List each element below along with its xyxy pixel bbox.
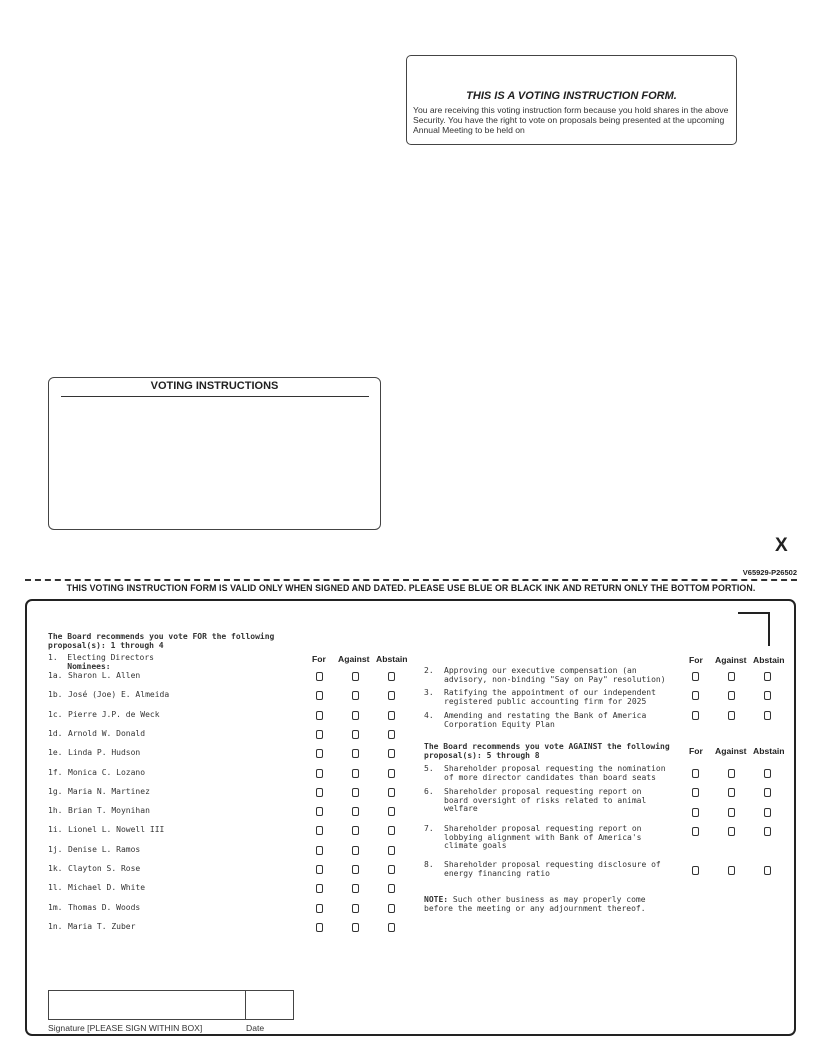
checkbox-against[interactable] [352,807,359,816]
checkbox-for[interactable] [316,807,323,816]
checkbox-against[interactable] [352,846,359,855]
checkbox-abstain[interactable] [388,865,395,874]
checkbox-abstain[interactable] [388,691,395,700]
checkbox-against[interactable] [352,904,359,913]
checkbox-abstain[interactable] [388,923,395,932]
nominee-number: 1e. [48,748,63,757]
checkbox-abstain[interactable] [764,827,771,836]
notice-title: THIS IS A VOTING INSTRUCTION FORM. [466,90,677,102]
checkbox-for[interactable] [692,769,699,778]
checkbox-abstain[interactable] [388,884,395,893]
checkbox-abstain[interactable] [388,904,395,913]
checkbox-abstain[interactable] [764,866,771,875]
proposal-number: 6. [424,787,434,796]
proposal-text: Shareholder proposal requesting report on lobbying alignment with Bank of America's climate goals [444,824,642,850]
nominee-number: 1m. [48,903,63,912]
nominees-label: Nominees: [48,662,111,671]
checkbox-for[interactable] [316,769,323,778]
proposal-text: Shareholder proposal requesting disclosure of energy financing ratio [444,860,661,878]
nominee-name: Lionel L. Nowell III [68,825,165,834]
nominee-number: 1a. [48,671,63,680]
corner-mark [738,612,770,646]
right-col-for-2: For [689,746,703,756]
checkbox-against[interactable] [352,884,359,893]
proposal-text: Amending and restating the Bank of America Corporation Equity Plan [444,711,647,729]
checkbox-abstain[interactable] [388,769,395,778]
nominee-number: 1j. [48,845,63,854]
checkbox-against[interactable] [352,730,359,739]
checkbox-against[interactable] [352,826,359,835]
checkbox-against[interactable] [352,769,359,778]
nominee-name: Michael D. White [68,883,146,892]
checkbox-against[interactable] [728,711,735,720]
tear-line [25,579,797,581]
checkbox-for[interactable] [316,672,323,681]
checkbox-against[interactable] [352,788,359,797]
nominee-name: Maria N. Martinez [68,787,150,796]
proposal-text: Ratifying the appointment of our independent registered public accounting firm for 2025 [444,688,656,706]
checkbox-abstain[interactable] [764,808,771,817]
checkbox-for[interactable] [692,672,699,681]
ballot-card [25,599,796,1036]
nominee-name: Clayton S. Rose [68,864,141,873]
checkbox-for[interactable] [692,808,699,817]
proposal-number: 7. [424,824,434,833]
signature-box[interactable] [48,990,294,1020]
board-against-heading: The Board recommends you vote AGAINST the following proposal(s): 5 through 8 [424,742,670,760]
right-col-for: For [689,655,703,665]
proposal-text: Approving our executive compensation (an advisory, non-binding "Say on Pay" resolution) [444,666,666,684]
checkbox-for[interactable] [316,865,323,874]
date-label: Date [246,1023,265,1033]
left-col-against: Against [338,654,370,664]
checkbox-against[interactable] [728,672,735,681]
notice-body: You are receiving this voting instruction form because you hold shares in the above Security. You have the right to vote on proposals being presented at the upcoming Annual Meeting to be held on [413,105,729,135]
proposal-text: Shareholder proposal requesting report on board oversight of risks related to animal welfare [444,787,647,813]
right-col-against: Against [715,655,747,665]
checkbox-abstain[interactable] [388,807,395,816]
voting-instructions-box [48,377,381,530]
checkbox-for[interactable] [316,711,323,720]
voting-instructions-title: VOTING INSTRUCTIONS [150,380,279,392]
checkbox-against[interactable] [728,827,735,836]
proposal-number: 8. [424,860,434,869]
right-col-abstain-2: Abstain [753,746,785,756]
nominee-number: 1g. [48,787,63,796]
nominee-name: Sharon L. Allen [68,671,141,680]
checkbox-for[interactable] [692,866,699,875]
left-col-for: For [312,654,326,664]
proposal-number: 4. [424,711,434,720]
checkbox-for[interactable] [316,904,323,913]
nominee-name: José (Joe) E. Almeida [68,690,170,699]
proposal-number: 2. [424,666,434,675]
checkbox-abstain[interactable] [764,672,771,681]
checkbox-for[interactable] [316,826,323,835]
item1-label: 1. Electing Directors [48,653,154,662]
form-code: V65929-P26502 [742,568,797,577]
nominee-name: Arnold W. Donald [68,729,146,738]
nominee-number: 1k. [48,864,63,873]
checkbox-abstain[interactable] [388,672,395,681]
proposal-number: 5. [424,764,434,773]
mark-x: X [775,535,788,556]
date-box-divider [245,990,246,1020]
valid-notice: THIS VOTING INSTRUCTION FORM IS VALID ONLY WHEN SIGNED AND DATED. PLEASE USE BLUE OR BLACK INK AND RETURN ONLY THE BOTTOM PORTION. [66,583,756,593]
nominee-name: Maria T. Zuber [68,922,136,931]
checkbox-against[interactable] [352,691,359,700]
checkbox-for[interactable] [316,923,323,932]
nominee-number: 1n. [48,922,63,931]
nominee-name: Thomas D. Woods [68,903,141,912]
checkbox-abstain[interactable] [388,846,395,855]
nominee-name: Monica C. Lozano [68,768,146,777]
nominee-name: Brian T. Moynihan [68,806,150,815]
checkbox-for[interactable] [316,884,323,893]
checkbox-abstain[interactable] [388,788,395,797]
checkbox-for[interactable] [316,691,323,700]
checkbox-against[interactable] [728,866,735,875]
nominee-name: Linda P. Hudson [68,748,141,757]
right-col-abstain: Abstain [753,655,785,665]
nominee-number: 1d. [48,729,63,738]
nominee-name: Pierre J.P. de Weck [68,710,160,719]
checkbox-for[interactable] [692,691,699,700]
nominee-number: 1i. [48,825,63,834]
note-label: NOTE: [424,895,449,904]
checkbox-for[interactable] [692,827,699,836]
right-col-against-2: Against [715,746,747,756]
checkbox-for[interactable] [316,749,323,758]
checkbox-abstain[interactable] [388,749,395,758]
checkbox-for[interactable] [316,730,323,739]
note-text: Such other business as may properly come before the meeting or any adjournment thereof. [424,895,646,913]
nominee-number: 1h. [48,806,63,815]
voting-instructions-rule [61,396,369,397]
proposal-text: Shareholder proposal requesting the nomination of more director candidates than board seats [444,764,666,782]
checkbox-abstain[interactable] [764,691,771,700]
nominee-number: 1l. [48,883,63,892]
checkbox-abstain[interactable] [388,711,395,720]
checkbox-against[interactable] [352,711,359,720]
checkbox-against[interactable] [352,749,359,758]
nominee-name: Denise L. Ramos [68,845,141,854]
checkbox-against[interactable] [728,769,735,778]
checkbox-abstain[interactable] [764,711,771,720]
checkbox-against[interactable] [728,788,735,797]
checkbox-for[interactable] [692,711,699,720]
checkbox-abstain[interactable] [388,826,395,835]
nominee-number: 1b. [48,690,63,699]
note [424,896,646,913]
left-col-abstain: Abstain [376,654,408,664]
checkbox-against[interactable] [352,672,359,681]
checkbox-abstain[interactable] [388,730,395,739]
proposal-number: 3. [424,688,434,697]
checkbox-for[interactable] [316,788,323,797]
checkbox-against[interactable] [728,691,735,700]
checkbox-against[interactable] [352,923,359,932]
checkbox-abstain[interactable] [764,788,771,797]
checkbox-abstain[interactable] [764,769,771,778]
nominee-number: 1f. [48,768,63,777]
signature-label: Signature [PLEASE SIGN WITHIN BOX] [48,1023,203,1033]
checkbox-against[interactable] [352,865,359,874]
board-for-heading: The Board recommends you vote FOR the following proposal(s): 1 through 4 [48,632,275,650]
nominee-number: 1c. [48,710,63,719]
checkbox-for[interactable] [692,788,699,797]
checkbox-against[interactable] [728,808,735,817]
checkbox-for[interactable] [316,846,323,855]
